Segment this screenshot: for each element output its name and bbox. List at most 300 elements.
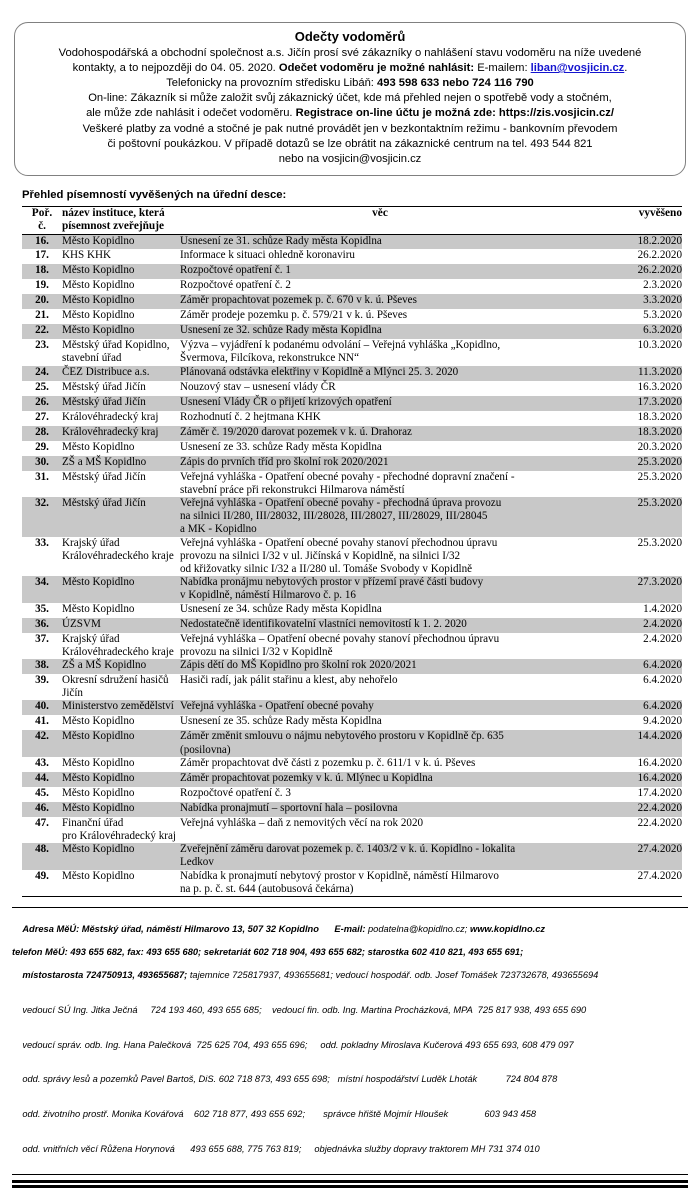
cell-institution — [62, 603, 180, 618]
official-board-table-wrap — [22, 206, 682, 897]
bottom-black-bar — [12, 1180, 688, 1188]
cell-number: 46. — [22, 802, 62, 817]
institution-line: Městský úřad Jičín — [62, 380, 146, 393]
cell-subject — [180, 787, 580, 802]
footer-line-8-number: 731 374 010 — [488, 1143, 540, 1154]
table-row — [22, 366, 682, 381]
table-row — [22, 234, 682, 249]
table-row — [22, 309, 682, 324]
cell-subject — [180, 659, 580, 674]
notice-line-2c: E-mailem: — [474, 62, 531, 75]
cell-number: 33. — [35, 536, 49, 549]
footer-line-4-left: vedoucí SÚ Ing. Jitka Ječná 724 193 460, 493 655 685; — [22, 1004, 262, 1015]
footer-deputy-line — [12, 958, 688, 993]
table-row — [22, 456, 682, 471]
institution-line: Město Kopidlno — [62, 843, 135, 856]
cell-number: 20. — [22, 294, 62, 309]
subject-line: (posilovna) — [180, 743, 231, 756]
cell-institution — [62, 870, 180, 897]
cell-institution — [62, 339, 180, 365]
cell-posted-date: 16.3.2020 — [637, 380, 682, 393]
cell-posted-date: 22.4.2020 — [637, 816, 682, 829]
subject-line: na silnici II/280, III/28032, III/28028, III/28027, III/28029, III/28045 — [180, 510, 488, 523]
cell-subject — [180, 843, 580, 869]
subject-line: Veřejná vyhláška – daň z nemovitých věcí na rok 2020 — [180, 816, 424, 829]
official-board-table — [22, 206, 682, 897]
footer-website: www.kopidlno.cz — [469, 923, 546, 934]
institution-line: Město Kopidlno — [62, 771, 135, 784]
table-row — [22, 700, 682, 715]
cell-subject — [180, 730, 580, 756]
cell-institution — [62, 264, 180, 279]
cell-subject — [180, 456, 580, 471]
cell-posted-date: 6.4.2020 — [580, 700, 682, 715]
table-row — [22, 817, 682, 843]
notice-line-8-text: nebo na vosjicin@vosjicin.cz — [278, 152, 422, 165]
cell-institution — [62, 843, 180, 869]
footer-line-4-right: vedoucí fin. odb. Ing. Martina Procházková, MPA 725 817 938, 493 655 690 — [272, 1004, 587, 1015]
cell-subject — [180, 396, 580, 411]
cell-subject — [180, 715, 580, 730]
cell-posted-date: 1.4.2020 — [643, 602, 682, 615]
cell-number: 36. — [22, 618, 62, 633]
table-row — [22, 324, 682, 339]
cell-number: 49. — [22, 870, 62, 897]
institution-line: Městský úřad Jičín — [62, 470, 146, 483]
column-header-institution — [62, 206, 180, 234]
cell-number: 22. — [22, 324, 62, 339]
cell-posted-date: 18.2.2020 — [580, 234, 682, 249]
subject-line: Zveřejnění záměru darovat pozemek p. č. 1403/2 v k. ú. Kopidlno - lokalita — [180, 843, 516, 856]
cell-subject — [180, 497, 580, 537]
institution-line: Město Kopidlno — [62, 715, 135, 728]
institution-line: ČEZ Distribuce a.s. — [62, 365, 150, 378]
cell-institution — [62, 772, 180, 787]
cell-institution — [62, 497, 180, 537]
institution-line: Město Kopidlno — [62, 869, 135, 882]
subject-line: Nabídka pronajmutí – sportovní hala – posilovna — [180, 801, 398, 814]
cell-number: 48. — [22, 843, 62, 869]
subject-line: Švermova, Filcíkova, rekonstrukce NN“ — [180, 352, 359, 365]
notice-line-5a: ale může zde nahlásit i odečet vodoměru. — [86, 107, 296, 120]
cell-institution — [62, 279, 180, 294]
subject-line: Plánovaná odstávka elektřiny v Kopidlně a Mlýnci 25. 3. 2020 — [180, 365, 459, 378]
institution-line: KHS KHK — [62, 249, 112, 262]
table-row — [22, 633, 682, 659]
cell-institution — [62, 381, 180, 396]
cell-subject — [180, 234, 580, 249]
institution-line: Okresní sdružení hasičů Jičín — [62, 674, 169, 700]
cell-posted-date: 26.2.2020 — [637, 249, 682, 262]
column-header-number-line1: Poř. — [31, 206, 53, 219]
footer-line-7-right: správce hřiště Mojmír Hloušek — [323, 1109, 449, 1120]
cell-posted-date: 2.4.2020 — [580, 618, 682, 633]
cell-posted-date: 14.4.2020 — [580, 730, 682, 756]
institution-line: Městský úřad Kopidlno, — [62, 339, 170, 352]
institution-line: Město Kopidlno — [62, 234, 135, 247]
institution-line: Město Kopidlno — [62, 294, 135, 307]
cell-posted-date: 26.2.2020 — [580, 264, 682, 279]
footer-line-8-right: objednávka služby dopravy traktorem MH — [314, 1143, 486, 1154]
cell-posted-date: 27.4.2020 — [580, 870, 682, 897]
cell-subject — [180, 441, 580, 456]
cell-number: 17. — [35, 249, 49, 262]
cell-subject — [180, 366, 580, 381]
table-row — [22, 396, 682, 411]
footer-email-label: E-mail: — [334, 923, 366, 934]
table-row — [22, 674, 682, 700]
table-body — [22, 234, 682, 896]
cell-posted-date: 3.3.2020 — [580, 294, 682, 309]
cell-posted-date: 18.3.2020 — [580, 426, 682, 441]
cell-institution — [62, 471, 180, 497]
table-row — [22, 279, 682, 294]
table-header-row — [22, 206, 682, 234]
table-head — [22, 206, 682, 234]
cell-number: 30. — [22, 456, 62, 471]
institution-line: pro Královéhradecký kraj — [62, 830, 176, 843]
institution-line: Ministerstvo zemědělství — [62, 700, 174, 713]
notice-line-1 — [25, 46, 675, 61]
footer-line-6-left: odd. správy lesů a pozemků Pavel Bartoš, DiS. 602 718 873, 493 655 698; — [22, 1074, 330, 1085]
table-row — [22, 843, 682, 869]
notice-email-link[interactable]: liban@vosjicin.cz — [530, 62, 625, 75]
subject-line: Informace k situaci ohledně koronaviru — [180, 249, 355, 262]
footer-line-7 — [12, 1098, 688, 1133]
institution-line: ZŠ a MŠ Kopidlno — [62, 455, 147, 468]
table-row — [22, 715, 682, 730]
subject-line: Rozpočtové opatření č. 2 — [180, 279, 291, 292]
footer-deputy-bold: místostarosta 724750913, 493655687; — [22, 970, 190, 980]
institution-line: Město Kopidlno — [62, 786, 135, 799]
cell-number: 25. — [35, 380, 49, 393]
subject-line: Rozpočtové opatření č. 1 — [180, 264, 291, 277]
footer-line-6-number: 724 804 878 — [505, 1074, 558, 1085]
cell-subject — [180, 772, 580, 787]
notice-line-2a: kontakty, a to nejpozději do 04. 05. 2020. — [72, 62, 279, 75]
notice-line-6-text: Veškeré platby za vodné a stočné je pak nutné provádět jen v bezkontaktním režimu - bankovním převodem — [82, 122, 618, 135]
cell-institution — [62, 817, 180, 843]
notice-line-7 — [25, 137, 675, 152]
cell-posted-date: 17.4.2020 — [637, 786, 682, 799]
subject-line: na p. p. č. st. 644 (autobusová čekárna) — [180, 882, 354, 895]
subject-line: Záměr propachtovat pozemky v k. ú. Mlýnec u Kopidlna — [180, 771, 433, 784]
table-row — [22, 576, 682, 602]
subject-line: Veřejná vyhláška - Opatření obecné povahy - přechodné dopravní značení - — [180, 470, 515, 483]
footer-email-value: podatelna@kopidlno.cz; — [365, 923, 470, 934]
cell-institution — [62, 633, 180, 659]
table-row — [22, 787, 682, 802]
institution-line: stavební úřad — [62, 352, 122, 365]
cell-posted-date: 25.3.2020 — [637, 536, 682, 549]
table-row — [22, 381, 682, 396]
cell-number: 39. — [35, 674, 49, 686]
table-row — [22, 411, 682, 426]
cell-institution — [62, 249, 180, 264]
subject-line: stavební práce při rekonstrukci Hilmarova náměstí — [180, 483, 405, 496]
institution-line: Město Kopidlno — [62, 309, 135, 322]
subject-line: od křižovatky silnic I/32 a II/280 ul. Tomáše Svobody v Kopidlně — [180, 562, 473, 575]
cell-number: 16. — [22, 234, 62, 249]
column-header-number-line2: č. — [38, 220, 46, 233]
cell-subject — [180, 618, 580, 633]
cell-institution — [62, 730, 180, 756]
cell-posted-date: 27.3.2020 — [580, 576, 682, 602]
column-header-subject: věc — [180, 206, 580, 234]
subject-line: Nabídka pronájmu nebytových prostor v přízemí pravé části budovy — [180, 576, 484, 589]
subject-line: Nedostatečně identifikovatelní vlastníci nemovitostí k 1. 2. 2020 — [180, 617, 467, 630]
table-row — [22, 471, 682, 497]
cell-institution — [62, 787, 180, 802]
cell-posted-date: 6.3.2020 — [580, 324, 682, 339]
notice-line-1-text: Vodohospodářská a obchodní společnost a.s. Jičín prosí své zákazníky o nahlášení stavu vodoměru na níže uvedené — [58, 47, 642, 60]
cell-posted-date: 6.4.2020 — [580, 659, 682, 674]
table-row — [22, 426, 682, 441]
table-row — [22, 870, 682, 897]
table-row — [22, 294, 682, 309]
cell-number: 21. — [35, 309, 49, 322]
cell-number: 42. — [22, 730, 62, 756]
cell-posted-date: 16.4.2020 — [637, 756, 682, 769]
notice-line-2b: Odečet vodoměru je možné nahlásit: — [278, 62, 475, 75]
footer-line-6 — [12, 1063, 688, 1098]
footer-line-5 — [12, 1028, 688, 1063]
institution-line: Královéhradeckého kraje — [62, 549, 174, 562]
cell-institution — [62, 441, 180, 456]
cell-posted-date: 11.3.2020 — [580, 366, 682, 381]
subject-line: Usnesení ze 33. schůze Rady města Kopidlna — [180, 440, 382, 453]
notice-line-3a: Telefonicky na provozním středisku Libáň: — [166, 77, 378, 90]
subject-line: Nabídka k pronajmutí nebytový prostor v Kopidlně, náměstí Hilmarovo — [180, 869, 499, 882]
cell-posted-date: 18.3.2020 — [637, 410, 682, 423]
cell-subject — [180, 802, 580, 817]
subject-line: Usnesení ze 35. schůze Rady města Kopidlna — [180, 715, 382, 728]
subject-line: Výzva – vyjádření k podanému odvolání – Veřejná vyhláška „Kopidlno, — [180, 339, 501, 352]
notice-line-5 — [25, 106, 675, 121]
table-row — [22, 757, 682, 772]
cell-subject — [180, 426, 580, 441]
cell-number: 24. — [22, 366, 62, 381]
subject-line: provozu na silnici I/32 v Kopidlně — [180, 645, 333, 658]
table-row — [22, 497, 682, 537]
notice-phone-numbers: 493 598 633 nebo 724 116 790 — [377, 77, 534, 90]
institution-line: Královéhradecký kraj — [62, 425, 159, 438]
notice-line-8 — [25, 152, 675, 167]
subject-line: Veřejná vyhláška - Opatření obecné povahy stanoví přechodnou úpravu — [180, 536, 498, 549]
institution-line: Město Kopidlno — [62, 756, 135, 769]
institution-line: Královéhradeckého kraje — [62, 645, 174, 658]
notice-line-3 — [25, 76, 675, 91]
table-row — [22, 537, 682, 577]
cell-posted-date: 5.3.2020 — [643, 309, 682, 322]
notice-line-6 — [25, 122, 675, 137]
cell-number: 37. — [35, 632, 49, 645]
cell-posted-date: 25.3.2020 — [637, 470, 682, 483]
cell-subject — [180, 576, 580, 602]
subject-line: Usnesení ze 32. schůze Rady města Kopidlna — [180, 324, 382, 337]
institution-line: Město Kopidlno — [62, 279, 135, 292]
cell-number: 26. — [22, 396, 62, 411]
cell-number: 43. — [35, 756, 49, 769]
cell-posted-date: 20.3.2020 — [637, 440, 682, 453]
cell-subject — [180, 537, 580, 577]
subject-line: Veřejná vyhláška - Opatření obecné povahy — [180, 700, 374, 713]
cell-number: 19. — [35, 279, 49, 292]
institution-line: Město Kopidlno — [62, 576, 135, 589]
notice-line-2d: . — [624, 62, 628, 75]
contact-footer — [12, 907, 688, 1167]
cell-institution — [62, 715, 180, 730]
subject-line: v Kopidlně, náměstí Hilmarovo č. p. 16 — [180, 589, 356, 602]
subject-line: Zápis dětí do MŠ Kopidlno pro školní rok 2020/2021 — [180, 659, 417, 671]
column-header-institution-line2: písemnost zveřejňuje — [62, 220, 164, 233]
institution-line: ÚZSVM — [62, 617, 101, 630]
footer-line-4 — [12, 993, 688, 1028]
cell-institution — [62, 234, 180, 249]
cell-number: 32. — [22, 497, 62, 537]
cell-subject — [180, 633, 580, 659]
cell-institution — [62, 426, 180, 441]
cell-number: 35. — [35, 602, 49, 615]
cell-institution — [62, 294, 180, 309]
subject-line: Hasiči radí, jak pálit stařinu a klest, aby nehořelo — [180, 674, 398, 686]
subject-line: Záměr změnit smlouvu o nájmu nebytového prostoru v Kopidlně čp. 635 — [180, 730, 504, 743]
institution-line: ZŠ a MŠ Kopidlno — [62, 659, 147, 671]
footer-line-6-right: místní hospodářství Luděk Lhoták — [337, 1074, 478, 1085]
notice-line-4 — [25, 91, 675, 106]
cell-number: 23. — [35, 339, 49, 352]
cell-institution — [62, 411, 180, 426]
notice-heading-text: Odečty vodoměrů — [294, 29, 406, 44]
footer-line-7-number: 603 943 458 — [484, 1109, 537, 1120]
table-row — [22, 659, 682, 674]
cell-number: 18. — [22, 264, 62, 279]
subject-line: Nouzový stav – usnesení vlády ČR — [180, 380, 336, 393]
cell-subject — [180, 757, 580, 772]
cell-institution — [62, 674, 180, 700]
institution-line: Městský úřad Jičín — [62, 496, 146, 509]
cell-subject — [180, 264, 580, 279]
cell-subject — [180, 324, 580, 339]
cell-posted-date: 27.4.2020 — [580, 843, 682, 869]
cell-subject — [180, 249, 580, 264]
institution-line: Krajský úřad — [62, 536, 120, 549]
table-row — [22, 249, 682, 264]
cell-posted-date: 2.3.2020 — [643, 279, 682, 292]
table-row — [22, 618, 682, 633]
cell-number: 28. — [22, 426, 62, 441]
section-caption: Přehled písemností vyvěšených na úřední desce: — [22, 188, 287, 201]
subject-line: Záměr č. 19/2020 darovat pozemek v k. ú. Drahoraz — [180, 425, 412, 438]
table-row — [22, 441, 682, 456]
cell-posted-date: 22.4.2020 — [580, 802, 682, 817]
subject-line: Veřejná vyhláška - Opatření obecné povahy - přechodná úprava provozu — [180, 496, 502, 509]
institution-line: Město Kopidlno — [62, 440, 135, 453]
footer-address-line — [12, 912, 688, 947]
subject-line: Veřejná vyhláška – Opatření obecné povahy stanoví přechodnou úpravu — [180, 632, 500, 645]
cell-institution — [62, 366, 180, 381]
cell-subject — [180, 294, 580, 309]
cell-subject — [180, 603, 580, 618]
cell-institution — [62, 618, 180, 633]
subject-line: Záměr propachtovat pozemek p. č. 670 v k. ú. Pševes — [180, 294, 417, 307]
subject-line: a MK - Kopidlno — [180, 523, 257, 536]
cell-subject — [180, 471, 580, 497]
subject-line: Záměr prodeje pozemku p. č. 579/21 v k. ú. Pševes — [180, 309, 408, 322]
cell-number: 29. — [35, 440, 49, 453]
institution-line: Finanční úřad — [62, 816, 124, 829]
cell-posted-date: 16.4.2020 — [580, 772, 682, 787]
footer-line-5-left: vedoucí správ. odb. Ing. Hana Palečková 725 625 704, 493 655 696; — [22, 1039, 308, 1050]
subject-line: Záměr propachtovat dvě části z pozemku p. č. 611/1 v k. ú. Pševes — [180, 756, 476, 769]
column-header-number — [22, 206, 62, 234]
cell-number: 44. — [22, 772, 62, 787]
cell-institution — [62, 396, 180, 411]
cell-number: 31. — [35, 470, 49, 483]
footer-top-rule — [12, 907, 688, 908]
subject-line: Rozhodnutí č. 2 hejtmana KHK — [180, 410, 321, 423]
cell-number: 41. — [35, 715, 49, 728]
table-row — [22, 603, 682, 618]
footer-address-text: Adresa MěÚ: Městský úřad, náměstí Hilmarovo 13, 507 32 Kopidlno — [22, 923, 319, 934]
cell-subject — [180, 381, 580, 396]
footer-phone-line: telefon MěÚ: 493 655 682, fax: 493 655 680; sekretariát 602 718 904, 493 655 682; starostka 602 410 821, 493 655 691; — [12, 946, 524, 957]
cell-posted-date: 6.4.2020 — [643, 674, 682, 686]
bottom-divider-rule — [12, 1174, 688, 1175]
cell-posted-date: 25.3.2020 — [580, 456, 682, 471]
table-row — [22, 772, 682, 787]
cell-institution — [62, 309, 180, 324]
cell-subject — [180, 339, 580, 365]
subject-line: Ledkov — [180, 856, 214, 869]
cell-subject — [180, 411, 580, 426]
table-row — [22, 730, 682, 756]
cell-posted-date: 9.4.2020 — [643, 715, 682, 728]
cell-institution — [62, 324, 180, 339]
cell-subject — [180, 700, 580, 715]
cell-number: 40. — [22, 700, 62, 715]
subject-line: Zápis do prvních tříd pro školní rok 2020/2021 — [180, 455, 389, 468]
cell-number: 27. — [35, 410, 49, 423]
cell-subject — [180, 279, 580, 294]
cell-subject — [180, 817, 580, 843]
cell-number: 34. — [22, 576, 62, 602]
institution-line: Město Kopidlno — [62, 730, 135, 743]
table-row — [22, 802, 682, 817]
footer-deputy-rest: tajemnice 725817937, 493655681; vedoucí hospodář. odb. Josef Tomášek 723732678, 493655694 — [189, 970, 599, 980]
institution-line: Město Kopidlno — [62, 264, 135, 277]
cell-subject — [180, 674, 580, 700]
institution-line: Městský úřad Jičín — [62, 395, 146, 408]
subject-line: Rozpočtové opatření č. 3 — [180, 786, 291, 799]
subject-line: Usnesení ze 34. schůze Rady města Kopidlna — [180, 602, 382, 615]
cell-subject — [180, 309, 580, 324]
notice-line-7-text: či poštovní poukázkou. V případě dotazů se lze obrátit na zákaznické centrum na tel. 493 544 821 — [107, 137, 593, 150]
cell-institution — [62, 576, 180, 602]
cell-institution — [62, 456, 180, 471]
subject-line: Usnesení Vlády ČR o přijetí krizových opatření — [180, 395, 392, 408]
table-row — [22, 339, 682, 365]
subject-line: provozu na silnici I/32 v ul. Jičínská v Kopidlně, na silnici I/32 — [180, 549, 461, 562]
cell-number: 47. — [35, 816, 49, 829]
institution-line: Krajský úřad — [62, 632, 120, 645]
institution-line: Město Kopidlno — [62, 324, 135, 337]
column-header-institution-line1: název instituce, která — [62, 206, 165, 219]
cell-posted-date: 10.3.2020 — [637, 339, 682, 352]
institution-line: Město Kopidlno — [62, 602, 135, 615]
institution-line: Město Kopidlno — [62, 801, 135, 814]
table-row — [22, 264, 682, 279]
